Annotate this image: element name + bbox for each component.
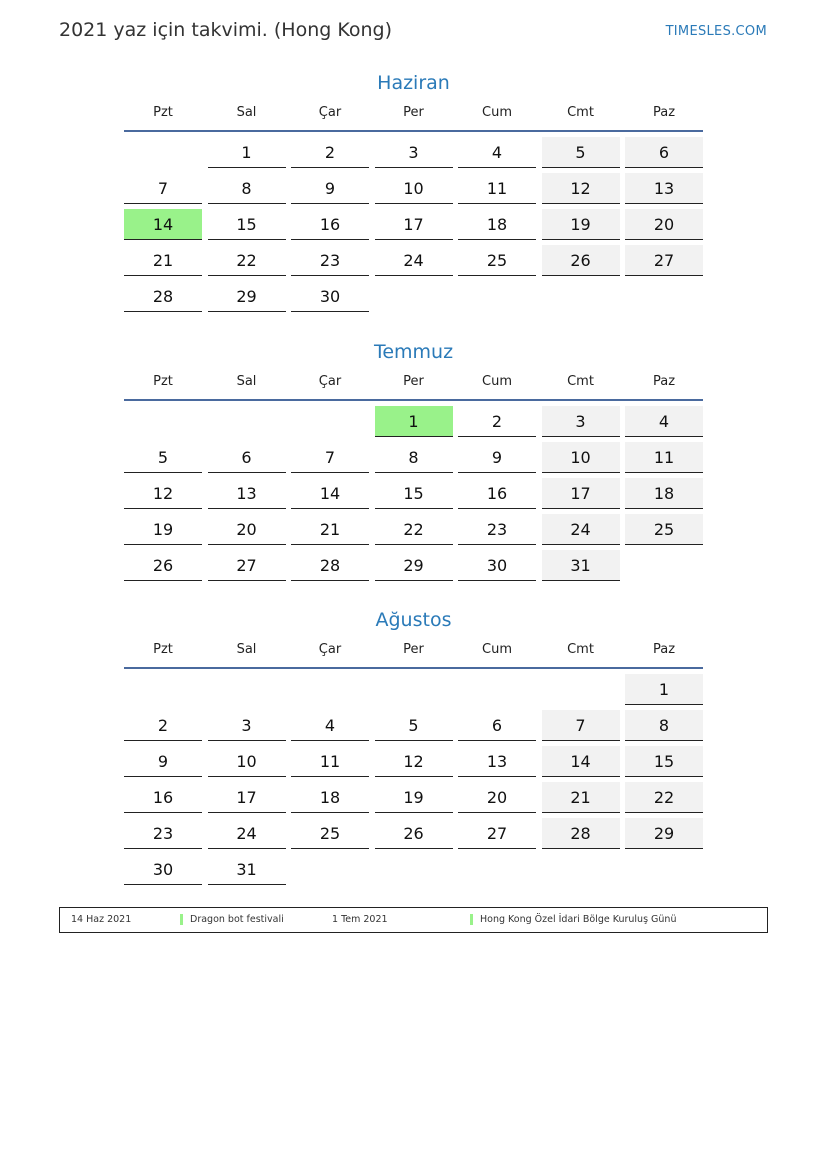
month-july xyxy=(124,337,703,586)
month-august xyxy=(124,605,703,890)
week-row xyxy=(124,209,703,240)
day-cell: 29 xyxy=(208,281,286,312)
day-cell: 28 xyxy=(124,281,202,312)
empty-day-cell xyxy=(625,550,703,580)
weekday-label: Cum xyxy=(482,374,512,389)
day-cell: 22 xyxy=(625,782,703,813)
week-row xyxy=(124,514,703,545)
day-cell: 27 xyxy=(458,818,536,849)
day-cell: 21 xyxy=(124,245,202,276)
empty-day-cell xyxy=(124,137,202,167)
month-june xyxy=(124,68,703,317)
day-cell: 15 xyxy=(208,209,286,240)
day-cell: 14 xyxy=(542,746,620,777)
weekday-label: Paz xyxy=(652,105,676,120)
day-cell: 7 xyxy=(124,173,202,204)
day-cell: 13 xyxy=(625,173,703,204)
week-row xyxy=(124,245,703,276)
day-cell: 30 xyxy=(124,854,202,885)
day-cell: 11 xyxy=(458,173,536,204)
week-row xyxy=(124,173,703,204)
empty-day-cell xyxy=(124,406,202,436)
day-cell: 10 xyxy=(208,746,286,777)
day-cell: 7 xyxy=(542,710,620,741)
day-cell: 21 xyxy=(542,782,620,813)
week-row xyxy=(124,442,703,473)
day-cell: 23 xyxy=(291,245,369,276)
day-cell: 8 xyxy=(375,442,453,473)
empty-day-cell xyxy=(208,406,286,436)
day-cell: 30 xyxy=(291,281,369,312)
day-cell: 13 xyxy=(458,746,536,777)
day-cell: 3 xyxy=(375,137,453,168)
day-cell: 8 xyxy=(625,710,703,741)
weekday-label: Çar xyxy=(318,374,342,389)
week-row xyxy=(124,782,703,813)
day-cell: 24 xyxy=(375,245,453,276)
day-cell: 5 xyxy=(124,442,202,473)
empty-day-cell xyxy=(291,406,369,436)
day-cell: 18 xyxy=(458,209,536,240)
weekday-label: Pzt xyxy=(153,642,173,657)
weekday-label: Cmt xyxy=(567,374,594,389)
day-cell: 6 xyxy=(458,710,536,741)
empty-day-cell xyxy=(542,281,620,311)
week-row xyxy=(124,137,703,168)
weekday-label: Sal xyxy=(236,374,257,389)
empty-day-cell xyxy=(124,674,202,704)
day-cell: 25 xyxy=(291,818,369,849)
brand-link[interactable]: TIMESLES.COM xyxy=(665,24,767,39)
empty-day-cell xyxy=(542,674,620,704)
day-cell: 31 xyxy=(542,550,620,581)
day-cell: 11 xyxy=(291,746,369,777)
week-row xyxy=(124,710,703,741)
day-cell: 29 xyxy=(625,818,703,849)
day-cell: 2 xyxy=(124,710,202,741)
day-cell: 9 xyxy=(124,746,202,777)
week-row xyxy=(124,818,703,849)
day-cell: 17 xyxy=(375,209,453,240)
day-cell: 26 xyxy=(375,818,453,849)
day-cell: 10 xyxy=(375,173,453,204)
weekday-label: Cum xyxy=(482,105,512,120)
day-cell: 14 xyxy=(124,209,202,240)
month-title: Haziran xyxy=(377,72,450,94)
day-cell: 4 xyxy=(625,406,703,437)
legend-date: 1 Tem 2021 xyxy=(332,914,388,925)
weekday-label: Pzt xyxy=(153,374,173,389)
day-cell: 22 xyxy=(375,514,453,545)
day-cell: 19 xyxy=(542,209,620,240)
day-cell: 1 xyxy=(375,406,453,437)
day-cell: 23 xyxy=(124,818,202,849)
weekday-label: Pzt xyxy=(153,105,173,120)
weekday-label: Sal xyxy=(236,105,257,120)
day-cell: 16 xyxy=(124,782,202,813)
week-row xyxy=(124,746,703,777)
day-cell: 20 xyxy=(625,209,703,240)
day-cell: 25 xyxy=(625,514,703,545)
day-cell: 16 xyxy=(458,478,536,509)
page-title: 2021 yaz için takvimi. (Hong Kong) xyxy=(59,19,392,41)
day-cell: 6 xyxy=(208,442,286,473)
day-cell: 7 xyxy=(291,442,369,473)
weekday-label: Per xyxy=(403,374,424,389)
weekday-label: Cmt xyxy=(567,105,594,120)
week-row xyxy=(124,674,703,705)
day-cell: 10 xyxy=(542,442,620,473)
legend-date: 14 Haz 2021 xyxy=(71,914,132,925)
weekday-label: Cum xyxy=(482,642,512,657)
week-row xyxy=(124,478,703,509)
day-cell: 3 xyxy=(208,710,286,741)
day-cell: 26 xyxy=(124,550,202,581)
legend-holiday-name: Dragon bot festivali xyxy=(180,914,284,925)
day-cell: 20 xyxy=(208,514,286,545)
weeks-grid xyxy=(124,132,703,312)
weekday-label: Çar xyxy=(318,105,342,120)
weekday-header xyxy=(124,98,703,132)
day-cell: 24 xyxy=(542,514,620,545)
weekday-label: Per xyxy=(403,642,424,657)
weeks-grid xyxy=(124,401,703,581)
day-cell: 17 xyxy=(208,782,286,813)
day-cell: 19 xyxy=(375,782,453,813)
week-row xyxy=(124,406,703,437)
day-cell: 17 xyxy=(542,478,620,509)
day-cell: 4 xyxy=(291,710,369,741)
day-cell: 20 xyxy=(458,782,536,813)
day-cell: 12 xyxy=(542,173,620,204)
day-cell: 9 xyxy=(291,173,369,204)
month-title: Temmuz xyxy=(373,341,454,363)
empty-day-cell xyxy=(375,854,453,884)
empty-day-cell xyxy=(542,854,620,884)
empty-day-cell xyxy=(291,854,369,884)
week-row xyxy=(124,854,703,885)
holiday-legend xyxy=(59,907,768,933)
weekday-label: Cmt xyxy=(567,642,594,657)
day-cell: 4 xyxy=(458,137,536,168)
day-cell: 27 xyxy=(625,245,703,276)
day-cell: 19 xyxy=(124,514,202,545)
weekday-label: Paz xyxy=(652,374,676,389)
empty-day-cell xyxy=(458,281,536,311)
day-cell: 25 xyxy=(458,245,536,276)
day-cell: 2 xyxy=(291,137,369,168)
day-cell: 15 xyxy=(625,746,703,777)
weekday-header xyxy=(124,635,703,669)
day-cell: 28 xyxy=(542,818,620,849)
day-cell: 5 xyxy=(542,137,620,168)
day-cell: 14 xyxy=(291,478,369,509)
weekday-label: Sal xyxy=(236,642,257,657)
day-cell: 12 xyxy=(375,746,453,777)
day-cell: 27 xyxy=(208,550,286,581)
empty-day-cell xyxy=(625,281,703,311)
weeks-grid xyxy=(124,669,703,885)
empty-day-cell xyxy=(458,674,536,704)
day-cell: 26 xyxy=(542,245,620,276)
weekday-label: Çar xyxy=(318,642,342,657)
day-cell: 28 xyxy=(291,550,369,581)
day-cell: 3 xyxy=(542,406,620,437)
day-cell: 1 xyxy=(625,674,703,705)
day-cell: 29 xyxy=(375,550,453,581)
day-cell: 22 xyxy=(208,245,286,276)
day-cell: 1 xyxy=(208,137,286,168)
day-cell: 31 xyxy=(208,854,286,885)
day-cell: 13 xyxy=(208,478,286,509)
week-row xyxy=(124,550,703,581)
day-cell: 30 xyxy=(458,550,536,581)
day-cell: 6 xyxy=(625,137,703,168)
day-cell: 2 xyxy=(458,406,536,437)
legend-holiday-name: Hong Kong Özel İdari Bölge Kuruluş Günü xyxy=(470,914,676,925)
day-cell: 18 xyxy=(625,478,703,509)
day-cell: 16 xyxy=(291,209,369,240)
day-cell: 24 xyxy=(208,818,286,849)
empty-day-cell xyxy=(208,674,286,704)
empty-day-cell xyxy=(458,854,536,884)
empty-day-cell xyxy=(625,854,703,884)
day-cell: 11 xyxy=(625,442,703,473)
day-cell: 21 xyxy=(291,514,369,545)
month-title: Ağustos xyxy=(375,609,452,631)
empty-day-cell xyxy=(375,674,453,704)
weekday-header xyxy=(124,367,703,401)
day-cell: 23 xyxy=(458,514,536,545)
empty-day-cell xyxy=(375,281,453,311)
day-cell: 8 xyxy=(208,173,286,204)
weekday-label: Paz xyxy=(652,642,676,657)
week-row xyxy=(124,281,703,312)
weekday-label: Per xyxy=(403,105,424,120)
day-cell: 18 xyxy=(291,782,369,813)
day-cell: 5 xyxy=(375,710,453,741)
day-cell: 12 xyxy=(124,478,202,509)
empty-day-cell xyxy=(291,674,369,704)
day-cell: 9 xyxy=(458,442,536,473)
day-cell: 15 xyxy=(375,478,453,509)
